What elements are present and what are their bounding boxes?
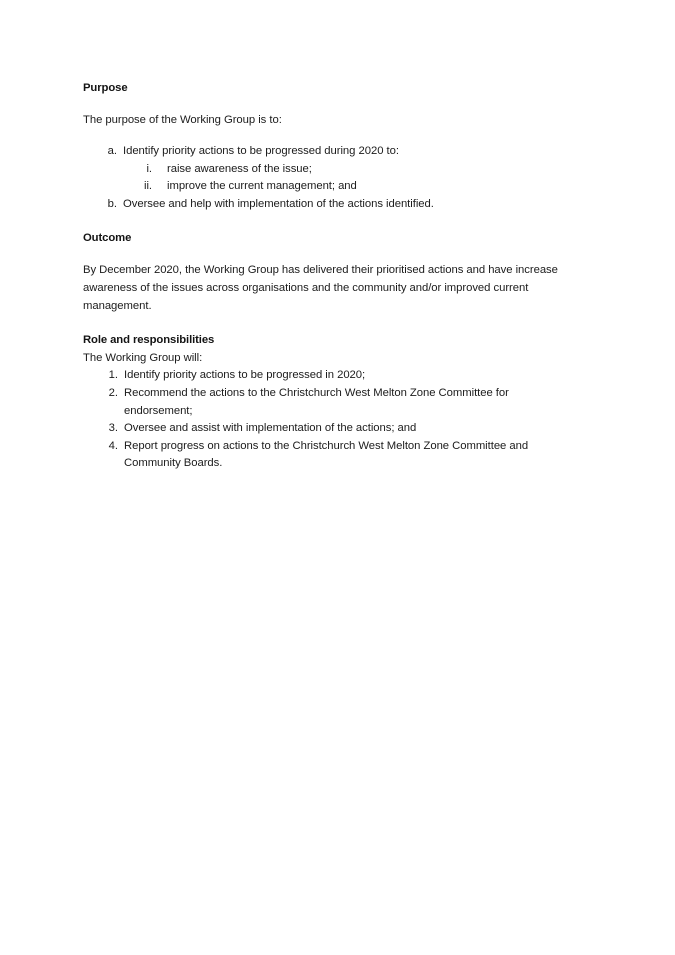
list-item [83,196,571,214]
list-item-text: raise awareness of the issue; [167,162,312,175]
list-marker: ii. [143,180,152,193]
list-item-text: Recommend the actions to the Christchurch West Melton Zone Committee for endorsement; [124,386,509,417]
spacer [83,129,571,143]
list-marker: 4. [108,439,118,452]
list-marker: 1. [108,369,118,382]
purpose-list [83,143,571,161]
list-marker: i. [146,162,152,175]
list-marker: a. [107,145,117,157]
list-item-text: Identify priority actions to be progressed in 2020; [124,369,366,382]
list-item-text: Report progress on actions to the Christchurch West Melton Zone Committee and Community Boards. [124,439,529,470]
spacer [83,247,571,261]
section-heading-outcome: Outcome [83,232,132,245]
section-role-and-responsibilities [83,332,571,473]
section-heading-role-and-responsibilities: Role and responsibilities [83,334,215,347]
role-intro-text: The Working Group will: [83,352,203,365]
list-item [83,420,571,438]
list-marker: 3. [108,422,118,435]
role-responsibilities-list [83,367,571,473]
spacer [83,213,571,230]
list-item-text: Identify priority actions to be progressed during 2020 to: [123,145,399,157]
list-item [83,143,571,161]
list-item [83,438,571,473]
list-marker: 2. [108,386,118,399]
section-outcome [83,230,571,315]
list-item-text: improve the current management; and [167,180,357,193]
list-item [83,178,571,196]
spacer [83,97,571,111]
section-purpose [83,80,571,213]
list-item [83,385,571,420]
list-item-text: Oversee and help with implementation of the actions identified. [123,197,434,210]
purpose-sublist [83,161,571,196]
document-body [83,80,571,473]
outcome-body-text: By December 2020, the Working Group has delivered their prioritised actions and have increase awareness of the issues across organisations and the community and/or improved current management. [83,264,558,313]
list-item [83,161,571,179]
spacer [83,315,571,332]
section-heading-purpose: Purpose [83,82,128,94]
list-item [83,367,571,385]
purpose-intro-text: The purpose of the Working Group is to: [83,114,282,126]
purpose-list-continued [83,196,571,214]
list-marker: b. [107,197,117,210]
list-item-text: Oversee and assist with implementation of the actions; and [124,422,417,435]
